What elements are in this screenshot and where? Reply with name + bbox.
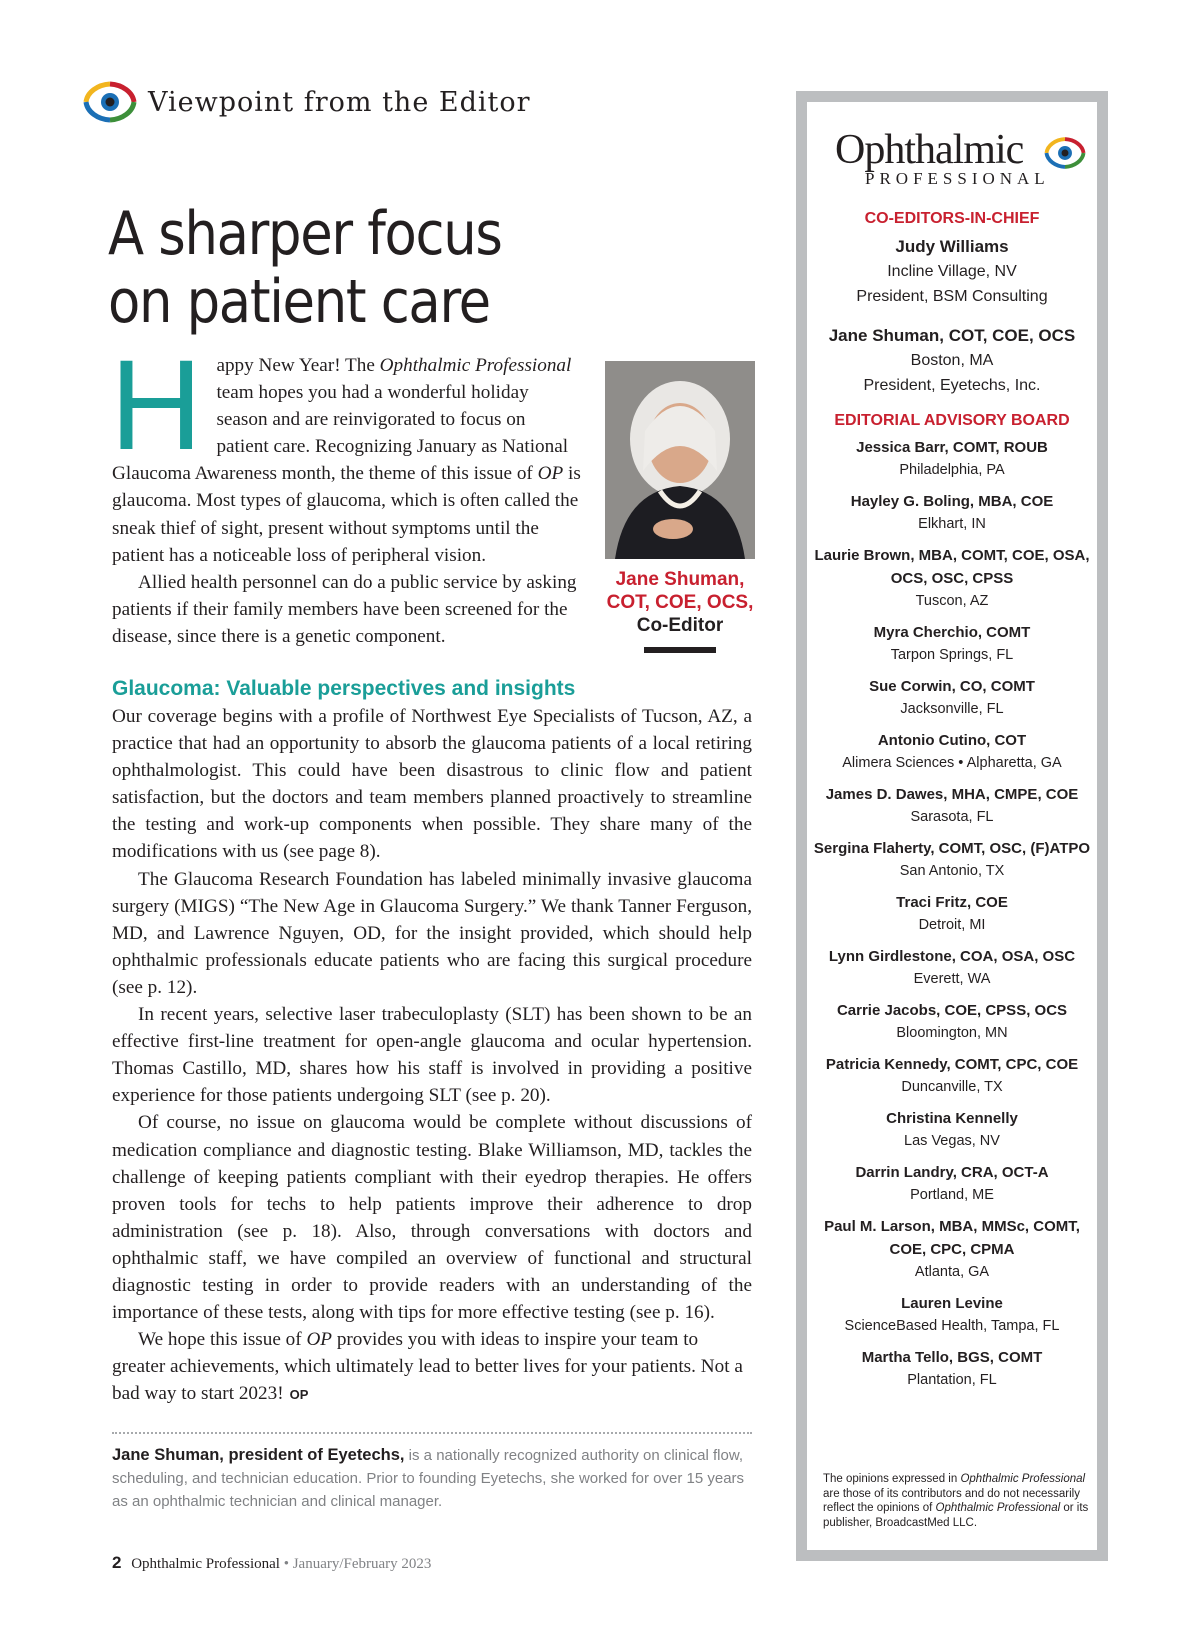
co-editor-entry xyxy=(807,234,1097,309)
board-member-location: San Antonio, TX xyxy=(899,863,1005,879)
board-member xyxy=(807,436,1097,481)
bio-name: Jane Shuman, president of Eyetechs, xyxy=(112,1446,405,1464)
board-member-name: Lynn Girdlestone, COA, OSA, OSC xyxy=(828,948,1076,965)
board-member-location: Atlanta, GA xyxy=(914,1264,990,1280)
board-member xyxy=(807,675,1097,720)
board-member-location: Tuscon, AZ xyxy=(915,593,989,609)
masthead-logo xyxy=(807,126,1097,196)
co-editor-name: Jane Shuman, COT, COE, OCS xyxy=(828,326,1076,345)
caption-role: Co-Editor xyxy=(636,615,724,636)
co-editors-heading: CO-EDITORS-IN-CHIEF xyxy=(864,210,1040,227)
board-member-location: Plantation, FL xyxy=(907,1372,997,1388)
footer-publication: Ophthalmic Professional xyxy=(131,1556,280,1572)
page-number: 2 xyxy=(112,1553,122,1572)
photo-caption xyxy=(600,568,760,637)
board-member xyxy=(807,729,1097,774)
co-editor-name: Judy Williams xyxy=(895,237,1009,256)
board-member xyxy=(807,945,1097,990)
board-member xyxy=(807,1053,1097,1098)
board-member-location: Portland, ME xyxy=(910,1187,994,1203)
article-body xyxy=(112,703,752,1408)
board-member-location: Sarasota, FL xyxy=(910,809,994,825)
caption-name: Jane Shuman, xyxy=(615,569,745,590)
board-member-location: Elkhart, IN xyxy=(918,516,986,532)
body-paragraph-1: Our coverage begins with a profile of Northwest Eye Specialists of Tucson, AZ, a practice that had an opportunity to absorb the glaucoma patients of a local retiring ophthalmologist. This could have been disastrous to clinic flow and patient satisfaction, but the doctors and team members planned proactively to streamline the testing and work-up components when possible. They share many of the modifications with us (see page 8). xyxy=(112,706,752,863)
masthead-sidebar xyxy=(796,91,1108,1561)
board-member-name: Hayley G. Boling, MBA, COE xyxy=(850,493,1054,510)
board-member xyxy=(807,490,1097,535)
page-footer xyxy=(112,1553,431,1573)
co-editor-location: Incline Village, NV xyxy=(887,263,1017,280)
board-member-location: Las Vegas, NV xyxy=(904,1133,1000,1149)
section-header xyxy=(82,80,531,124)
intro-paragraph-1: appy New Year! The Ophthalmic Professional team hopes you had a wonderful holiday season and are reinvigorated to focus on patient care. Recognizing January as National Glaucoma Awareness month, the theme of this issue of OP is glaucoma. Most types of glaucoma, which is often called the sneak thief of sight, present without symptoms until the patient has a noticeable loss of peripheral vision. xyxy=(112,355,581,566)
board-member-location: Jacksonville, FL xyxy=(900,701,1004,717)
headline-line-1: A sharper focus xyxy=(108,199,502,269)
advisory-board-heading: EDITORIAL ADVISORY BOARD xyxy=(834,412,1070,429)
masthead-list xyxy=(807,210,1097,1391)
board-member-location: ScienceBased Health, Tampa, FL xyxy=(844,1318,1060,1334)
section-heading: Glaucoma: Valuable perspectives and insights xyxy=(112,677,576,700)
footer-date: January/February 2023 xyxy=(292,1556,432,1572)
board-member-name: James D. Dawes, MHA, CMPE, COE xyxy=(825,786,1079,803)
board-member-name: Sergina Flaherty, COMT, OSC, (F)ATPO xyxy=(813,840,1091,857)
board-member-name: Paul M. Larson, MBA, MMSc, COMT, COE, CPC, CPMA xyxy=(824,1218,1080,1258)
board-member xyxy=(807,1346,1097,1391)
board-member-name: Sue Corwin, CO, COMT xyxy=(869,678,1035,695)
board-member-location: Philadelphia, PA xyxy=(899,462,1005,478)
bio-divider xyxy=(112,1432,752,1434)
logo-wordmark: Ophthalmic xyxy=(835,127,1024,173)
board-member xyxy=(807,891,1097,936)
article-intro xyxy=(110,334,582,650)
bio-text: is a nationally recognized authority on clinical flow, scheduling, and technician education. Prior to founding Eyetechs, she worked for over 15 years as an ophthalmic technician and clinical manager. xyxy=(112,1447,745,1510)
board-member xyxy=(807,1161,1097,1206)
board-member xyxy=(807,1215,1097,1283)
board-member-name: Patricia Kennedy, COMT, CPC, COE xyxy=(825,1056,1079,1073)
footer-separator: • xyxy=(283,1556,289,1572)
board-member-location: Tarpon Springs, FL xyxy=(890,647,1014,663)
board-member-name: Traci Fritz, COE xyxy=(896,894,1008,911)
body-paragraph-5: We hope this issue of OP provides you with ideas to inspire your team to greater achievements, which ultimately lead to better lives for your patients. Not a bad way to start 2023! OP xyxy=(112,1329,743,1405)
caption-credentials: COT, COE, OCS, xyxy=(606,592,754,613)
eye-logo-icon xyxy=(1039,136,1091,170)
drop-cap: H xyxy=(110,334,203,477)
board-member-name: Darrin Landry, CRA, OCT-A xyxy=(855,1164,1049,1181)
body-paragraph-4: Of course, no issue on glaucoma would be complete without discussions of medication compliance and diagnostic testing. Blake Williamson, MD, tackles the challenge of keeping patients compliant with their eyedrop therapies. He offers proven tools for techs to help patients improve their adherence to drop administration (see p. 18). Also, through conversations with doctors and ophthalmic staff, we have compiled an overview of functional and structural diagnostic testing in order to provide readers with an understanding of the importance of these tests, along with tips for more effective testing (see p. 16). xyxy=(112,1112,752,1324)
body-paragraph-3: In recent years, selective laser trabeculoplasty (SLT) has been shown to be an effective first-line treatment for open-angle glaucoma and ocular hypertension. Thomas Castillo, MD, shares how his staff is involved in providing a positive experience for those patients undergoing SLT (see p. 20). xyxy=(112,1004,752,1107)
board-member-name: Myra Cherchio, COMT xyxy=(873,624,1031,641)
intro-paragraph-2: Allied health personnel can do a public service by asking patients if their family members have been screened for the disease, since there is a genetic component. xyxy=(112,571,577,647)
article-headline xyxy=(108,200,522,336)
advisory-board-list xyxy=(807,436,1097,1391)
board-member-location: Detroit, MI xyxy=(918,917,986,933)
end-mark: OP xyxy=(289,1387,309,1403)
co-editor-title: President, Eyetechs, Inc. xyxy=(863,377,1041,394)
board-member-name: Antonio Cutino, COT xyxy=(877,732,1027,749)
co-editor-location: Boston, MA xyxy=(910,352,994,369)
board-member-name: Jessica Barr, COMT, ROUB xyxy=(856,439,1048,456)
board-member-location: Bloomington, MN xyxy=(896,1025,1008,1041)
board-member-location: Everett, WA xyxy=(913,971,991,987)
board-member-name: Lauren Levine xyxy=(901,1295,1003,1312)
board-member xyxy=(807,1292,1097,1337)
body-paragraph-2: The Glaucoma Research Foundation has labeled minimally invasive glaucoma surgery (MIGS) “The New Age in Glaucoma Surgery.” We thank Tanner Ferguson, MD, and Lawrence Nguyen, OD, for the insight provided, which should help ophthalmic professionals educate patients who are facing this surgical procedure (see p. 12). xyxy=(112,868,752,998)
section-title: Viewpoint from the Editor xyxy=(148,86,531,118)
logo-subtitle: PROFESSIONAL xyxy=(865,169,1050,188)
board-member-name: Christina Kennelly xyxy=(886,1110,1018,1127)
headline-line-2: on patient care xyxy=(108,267,490,337)
caption-rule xyxy=(644,647,716,653)
board-member xyxy=(807,544,1097,612)
board-member xyxy=(807,783,1097,828)
co-editor-entry xyxy=(807,323,1097,398)
board-member-location: Duncanville, TX xyxy=(901,1079,1003,1095)
eye-logo-icon xyxy=(82,80,138,124)
board-member xyxy=(807,999,1097,1044)
board-member-name: Martha Tello, BGS, COMT xyxy=(861,1349,1043,1366)
board-member xyxy=(807,837,1097,882)
board-member xyxy=(807,1107,1097,1152)
author-photo xyxy=(605,361,755,559)
masthead-disclaimer: The opinions expressed in Ophthalmic Professional are those of its contributors and do not necessarily reflect the opinions of Ophthalmic Professional or its publisher, BroadcastMed LLC. xyxy=(823,1473,1089,1529)
board-member xyxy=(807,621,1097,666)
co-editor-title: President, BSM Consulting xyxy=(856,288,1048,305)
board-member-name: Laurie Brown, MBA, COMT, COE, OSA, OCS, OSC, CPSS xyxy=(814,547,1090,587)
board-member-location: Alimera Sciences • Alpharetta, GA xyxy=(842,755,1062,771)
author-bio xyxy=(112,1444,752,1513)
board-member-name: Carrie Jacobs, COE, CPSS, OCS xyxy=(836,1002,1068,1019)
